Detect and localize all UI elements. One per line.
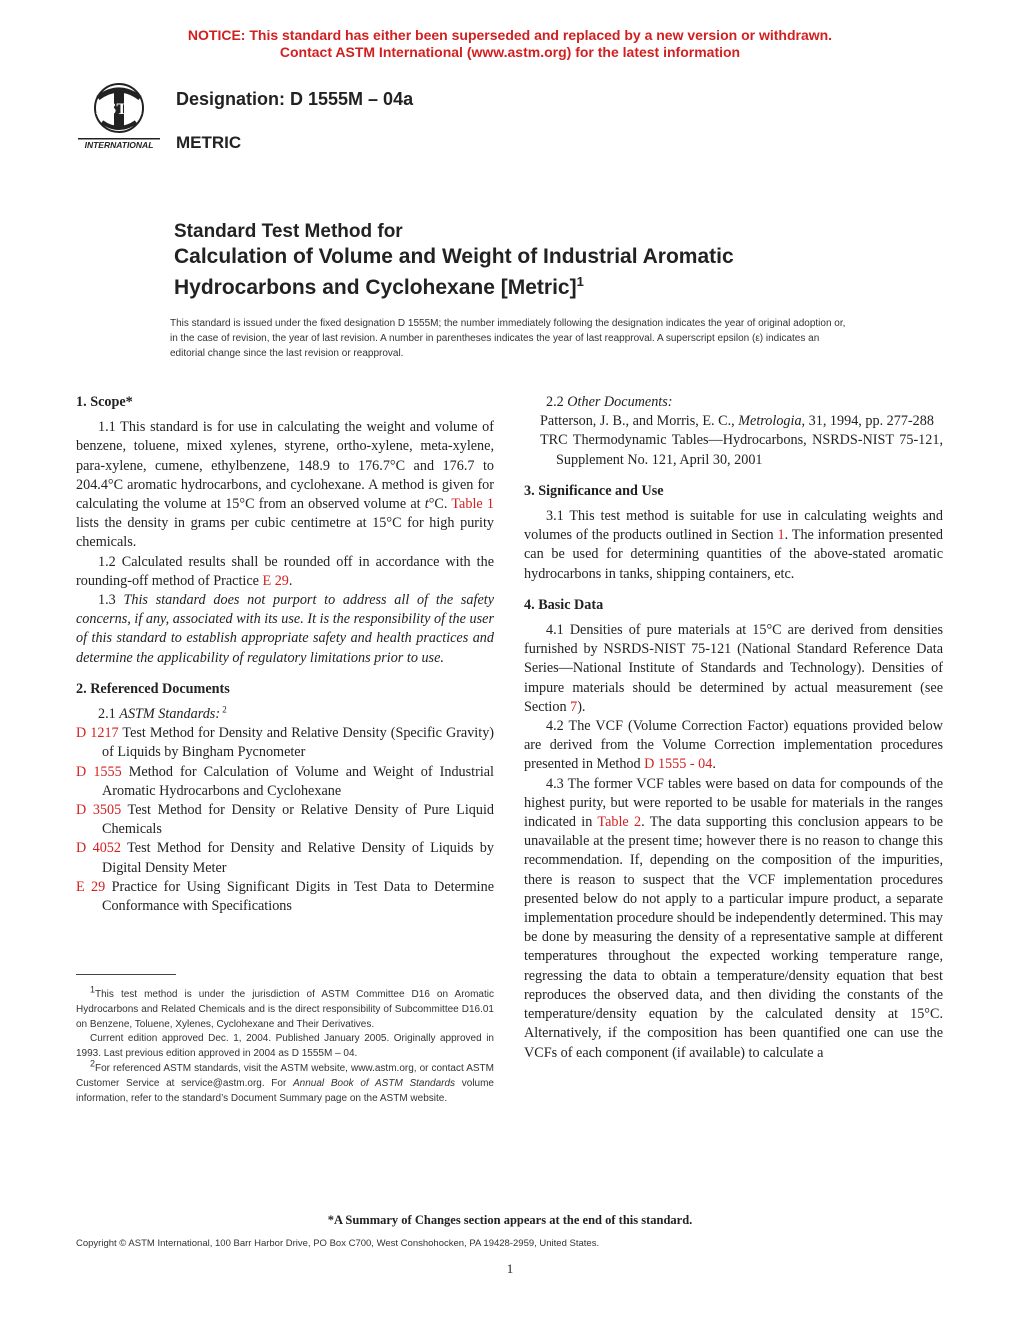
astm-logo bbox=[76, 78, 162, 150]
footnotes bbox=[76, 984, 494, 1106]
reference-link[interactable]: D 3505 bbox=[76, 802, 122, 819]
copyright: Copyright © ASTM International, 100 Barr Harbor Drive, PO Box C700, West Conshohocken, PA 19428-2959, United States. bbox=[76, 1238, 600, 1249]
paragraph-4-3: 4.3 The former VCF tables were based on data for compounds of the highest purity, but were reported to be usable for materials in the ranges indicated in Table 2. The data supporting this conclusion appears to be unavailable at the present time; however there is no reason to change this recommendation. If, depending on the composition of the impurities, there is reason to suspect that the VCF implementation procedures presented below do not apply to a particular impure product, a separate implementation procedure should be independently determined. This may be done by measuring the density of a representative sample at different temperatures throughout the expected working temperature range, regressing the data to obtain a temperature/density equation that best reproduces the observed data, and then dividing the constants of the temperature/density equation by the calculated density at 15°C. Alternatively, if the composition has been quantified one can use the VCFs of each component (if available) to calculate a bbox=[524, 775, 943, 1061]
section-1-heading: 1. Scope* bbox=[76, 394, 133, 410]
paragraph-1-1: 1.1 This standard is for use in calculating the weight and volume of benzene, toluene, mixed xylenes, styrene, ortho-xylene, meta-xylene, para-xylene, cumene, ethylbenzene, 148.9 to 176.7°C and 176.7 to 204.4°C aromatic hydrocarbons, and cyclohexane. A method is given for calculating the volume at 15°C from an observed volume at t°C. Table 1 lists the density in grams per cubic centimetre at 15°C for high purity chemicals. bbox=[76, 419, 494, 551]
right-column bbox=[524, 393, 943, 1063]
footnote-2: 2For referenced ASTM standards, visit the ASTM website, www.astm.org, or contact ASTM Customer Service at service@astm.org. For Annual Book of ASTM Standards volume information, refer to the standard’s Document Summary page on the ASTM website. bbox=[76, 1058, 494, 1104]
title-line-1: Standard Test Method for bbox=[174, 221, 403, 242]
paragraph-2-1: 2.1 ASTM Standards: $^2$ bbox=[98, 704, 227, 723]
document-title bbox=[174, 219, 874, 300]
paragraph-4-1: 4.1 Densities of pure materials at 15°C are derived from densities furnished by NSRDS-NIST 75-121 (National Standard Reference Data Series—National Institute of Standards and Technology). Densities of impure materials should be determined by actual measurement (see Section 7). bbox=[524, 622, 943, 715]
reference-item: D 4052 Test Method for Density and Relative Density of Liquids by Digital Density Meter bbox=[76, 840, 494, 876]
section-4-heading: 4. Basic Data bbox=[524, 596, 604, 613]
paragraph-4-2: 4.2 The VCF (Volume Correction Factor) equations provided below are derived from the Volume Correction implementation procedures presented in Method D 1555 - 04. bbox=[524, 718, 943, 773]
section-3-heading: 3. Significance and Use bbox=[524, 482, 664, 499]
paragraph-1-3: 1.3 This standard does not purport to address all of the safety concerns, if any, associated with its use. It is the responsibility of the user of this standard to establish appropriate safety and health practices and determine the applicability of regulatory limitations prior to use. bbox=[76, 592, 494, 666]
section-1-link[interactable]: 1 bbox=[777, 527, 785, 544]
notice-banner bbox=[0, 27, 1020, 61]
other-document-1: Patterson, J. B., and Morris, E. C., Metrologia, 31, 1994, pp. 277-288 bbox=[540, 413, 934, 430]
issuance-note: This standard is issued under the fixed designation D 1555M; the number immediately following the designation indicates the year of original adoption or, in the case of revision, the year of last revision. A number in parentheses indicates the year of last reapproval. A superscript epsilon (ε) indicates an editorial change since the last revision or reapproval. bbox=[170, 318, 846, 359]
svg-text:INTERNATIONAL: INTERNATIONAL bbox=[84, 140, 154, 150]
reference-item: E 29 Practice for Using Significant Digits in Test Data to Determine Conformance with Specifications bbox=[76, 878, 494, 915]
e29-link[interactable]: E 29 bbox=[262, 572, 289, 589]
reference-item: D 1217 Test Method for Density and Relative Density (Specific Gravity) of Liquids by Bingham Pycnometer bbox=[76, 725, 495, 761]
reference-link[interactable]: E 29 bbox=[76, 878, 106, 895]
footnote-1-edition: Current edition approved Dec. 1, 2004. Published January 2005. Originally approved in 1993. Last previous edition approved in 2004 as D 1555M – 04. bbox=[76, 1033, 494, 1060]
reference-link[interactable]: D 1555 bbox=[76, 763, 122, 780]
paragraph-3-1: 3.1 This test method is suitable for use in calculating weights and volumes of the products outlined in Section 1. The information presented can be used for determining quantities of the above-stated aromatic hydrocarbons in tanks, shipping containers, etc. bbox=[524, 508, 943, 582]
paragraph-2-2: 2.2 Other Documents: bbox=[546, 394, 673, 410]
table-1-link[interactable]: Table 1 bbox=[451, 496, 494, 513]
metric-label: METRIC bbox=[176, 133, 242, 152]
title-line-3: Hydrocarbons and Cyclohexane [Metric] bbox=[174, 276, 577, 299]
notice-line-1: NOTICE: This standard has either been superseded and replaced by a new version or withdrawn. bbox=[187, 27, 833, 43]
page-number: 1 bbox=[506, 1261, 514, 1276]
d1555-link[interactable]: D 1555 - 04 bbox=[644, 756, 713, 773]
reference-item: D 1555 Method for Calculation of Volume and Weight of Industrial Aromatic Hydrocarbons and Cyclohexane bbox=[76, 763, 494, 799]
other-document-2: TRC Thermodynamic Tables—Hydrocarbons, NSRDS-NIST 75-121, Supplement No. 121, April 30, 2001 bbox=[540, 432, 943, 468]
summary-note: *A Summary of Changes section appears at the end of this standard. bbox=[327, 1213, 693, 1227]
paragraph-1-2: 1.2 Calculated results shall be rounded off in accordance with the rounding-off method of Practice E 29. bbox=[76, 553, 494, 589]
svg-text:ASTM: ASTM bbox=[95, 101, 143, 118]
title-footnote-ref: 1 bbox=[576, 274, 584, 289]
table-2-link[interactable]: Table 2 bbox=[597, 814, 642, 831]
section-7-link[interactable]: 7 bbox=[570, 698, 578, 715]
reference-link[interactable]: D 1217 bbox=[76, 725, 119, 742]
title-line-2: Calculation of Volume and Weight of Industrial Aromatic bbox=[174, 245, 734, 268]
designation: Designation: D 1555M – 04a bbox=[176, 89, 414, 109]
reference-link[interactable]: D 4052 bbox=[76, 840, 121, 857]
section-2-heading: 2. Referenced Documents bbox=[76, 680, 230, 697]
footnote-divider bbox=[76, 974, 176, 975]
footnote-1: 1This test method is under the jurisdiction of ASTM Committee D16 on Aromatic Hydrocarbons and Related Chemicals and is the direct responsibility of Subcommittee D16.01 on Benzene, Toluene, Xylenes, Cyclohexane and Their Derivatives. bbox=[76, 984, 494, 1030]
left-column bbox=[76, 393, 494, 916]
notice-line-2: Contact ASTM International (www.astm.org) for the latest information bbox=[279, 44, 741, 60]
reference-item: D 3505 Test Method for Density or Relative Density of Pure Liquid Chemicals bbox=[76, 802, 495, 838]
